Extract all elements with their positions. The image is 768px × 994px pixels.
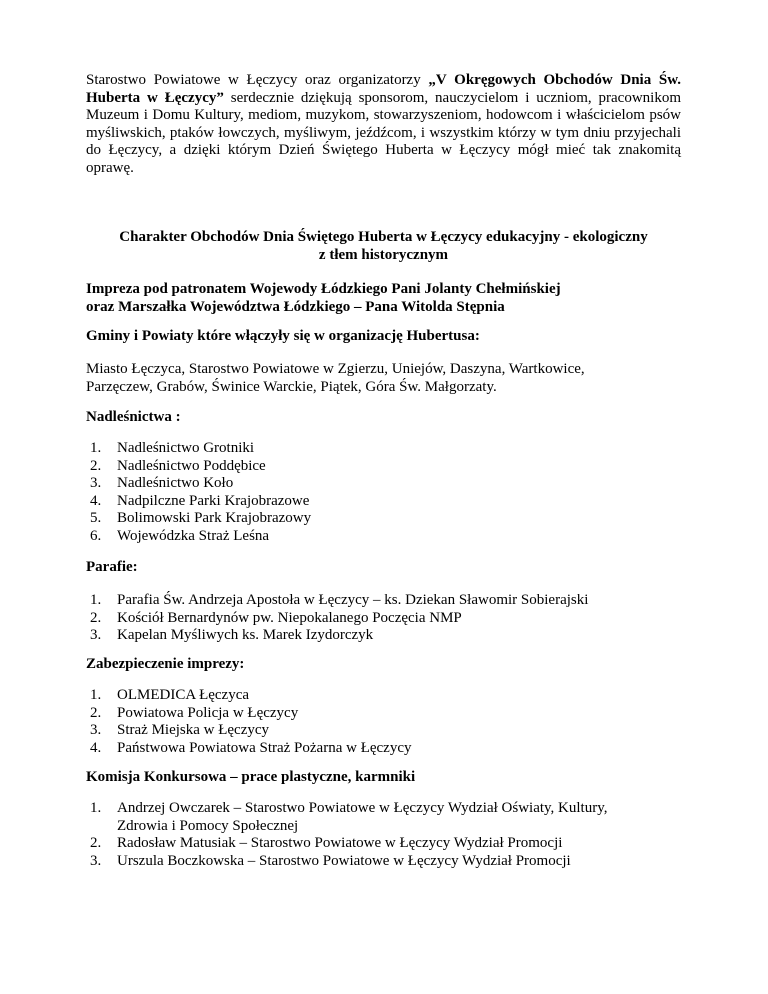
list-item: 2. Kościół Bernardynów pw. Niepokalanego Poczęcia NMP — [90, 609, 462, 626]
committee-list — [90, 800, 710, 870]
security-list — [90, 687, 710, 757]
list-item: 4. Państwowa Powiatowa Straż Pożarna w Łęczycy — [90, 739, 412, 756]
list-item: 4. Nadpilczne Parki Krajobrazowe — [90, 492, 310, 509]
intro-text-start: Starostwo Powiatowe w Łęczycy oraz organizatorzy — [86, 72, 429, 88]
intro-paragraph — [86, 72, 681, 177]
list-item: 3. Urszula Boczkowska – Starostwo Powiatowe w Łęczycy Wydział Promocji — [90, 852, 571, 869]
character-heading — [86, 229, 681, 264]
patronage-heading — [86, 281, 706, 316]
list-item: 1. Parafia Św. Andrzeja Apostoła w Łęczycy – ks. Dziekan Sławomir Sobierajski — [90, 592, 589, 608]
character-heading-line1: Charakter Obchodów Dnia Świętego Huberta w Łęczycy edukacyjny - ekologiczny — [119, 229, 648, 245]
communes-text — [86, 361, 706, 396]
list-item: 2. Nadleśnictwo Poddębice — [90, 457, 266, 474]
list-item: 2. Powiatowa Policja w Łęczycy — [90, 704, 299, 721]
list-item: 3. Kapelan Myśliwych ks. Marek Izydorczyk — [90, 627, 374, 643]
security-heading: Zabezpieczenie imprezy: — [86, 656, 245, 672]
list-item: 6. Wojewódzka Straż Leśna — [90, 527, 270, 544]
committee-heading: Komisja Konkursowa – prace plastyczne, karmniki — [86, 769, 416, 785]
list-item: 3. Straż Miejska w Łęczycy — [90, 722, 270, 738]
patronage-line1: Impreza pod patronatem Wojewody Łódzkiego Pani Jolanty Chełmińskiej — [86, 281, 561, 297]
list-item: 1. Nadleśnictwo Grotniki — [90, 440, 255, 456]
list-item: 5. Bolimowski Park Krajobrazowy — [90, 510, 312, 526]
intro-event-name: „V Okręgowych Obchodów Dnia Św. Huberta w Łęczycy” — [86, 72, 681, 106]
list-item: 1. Andrzej Owczarek – Starostwo Powiatowe w Łęczycy Wydział Oświaty, Kultury, Zdrowia i Pomocy Społecznej — [90, 800, 608, 834]
list-item: 1. OLMEDICA Łęczyca — [90, 687, 250, 703]
patronage-line2: oraz Marszałka Województwa Łódzkiego – Pana Witolda Stępnia — [86, 298, 505, 315]
communes-heading: Gminy i Powiaty które włączyły się w organizację Hubertusa: — [86, 328, 480, 344]
parishes-heading: Parafie: — [86, 559, 138, 575]
parishes-list — [90, 592, 710, 645]
character-heading-line2: z tłem historycznym — [318, 246, 449, 263]
intro-text-rest: serdecznie dziękują sponsorom, nauczycielom i uczniom, pracownikom Muzeum i Domu Kultury, mediom, muzykom, stowarzyszeniom, hodowcom i właścicielom psów myśliwskich, ptaków łowczych, myśliwym, jeźdźcom, i wszystkim którzy w tym dniu przyjechali do Łęczycy, a dzięki którym Dzień Świętego Huberta w Łęczycy mógł mieć tak znakomitą oprawę. — [86, 89, 681, 176]
communes-line2: Parzęczew, Grabów, Świnice Warckie, Piątek, Góra Św. Małgorzaty. — [86, 378, 497, 395]
forestry-list — [90, 440, 710, 545]
communes-line1: Miasto Łęczyca, Starostwo Powiatowe w Zgierzu, Uniejów, Daszyna, Wartkowice, — [86, 361, 585, 377]
list-item: 3. Nadleśnictwo Koło — [90, 475, 234, 491]
list-item: 2. Radosław Matusiak – Starostwo Powiatowe w Łęczycy Wydział Promocji — [90, 835, 563, 851]
forestry-heading: Nadleśnictwa : — [86, 409, 181, 425]
